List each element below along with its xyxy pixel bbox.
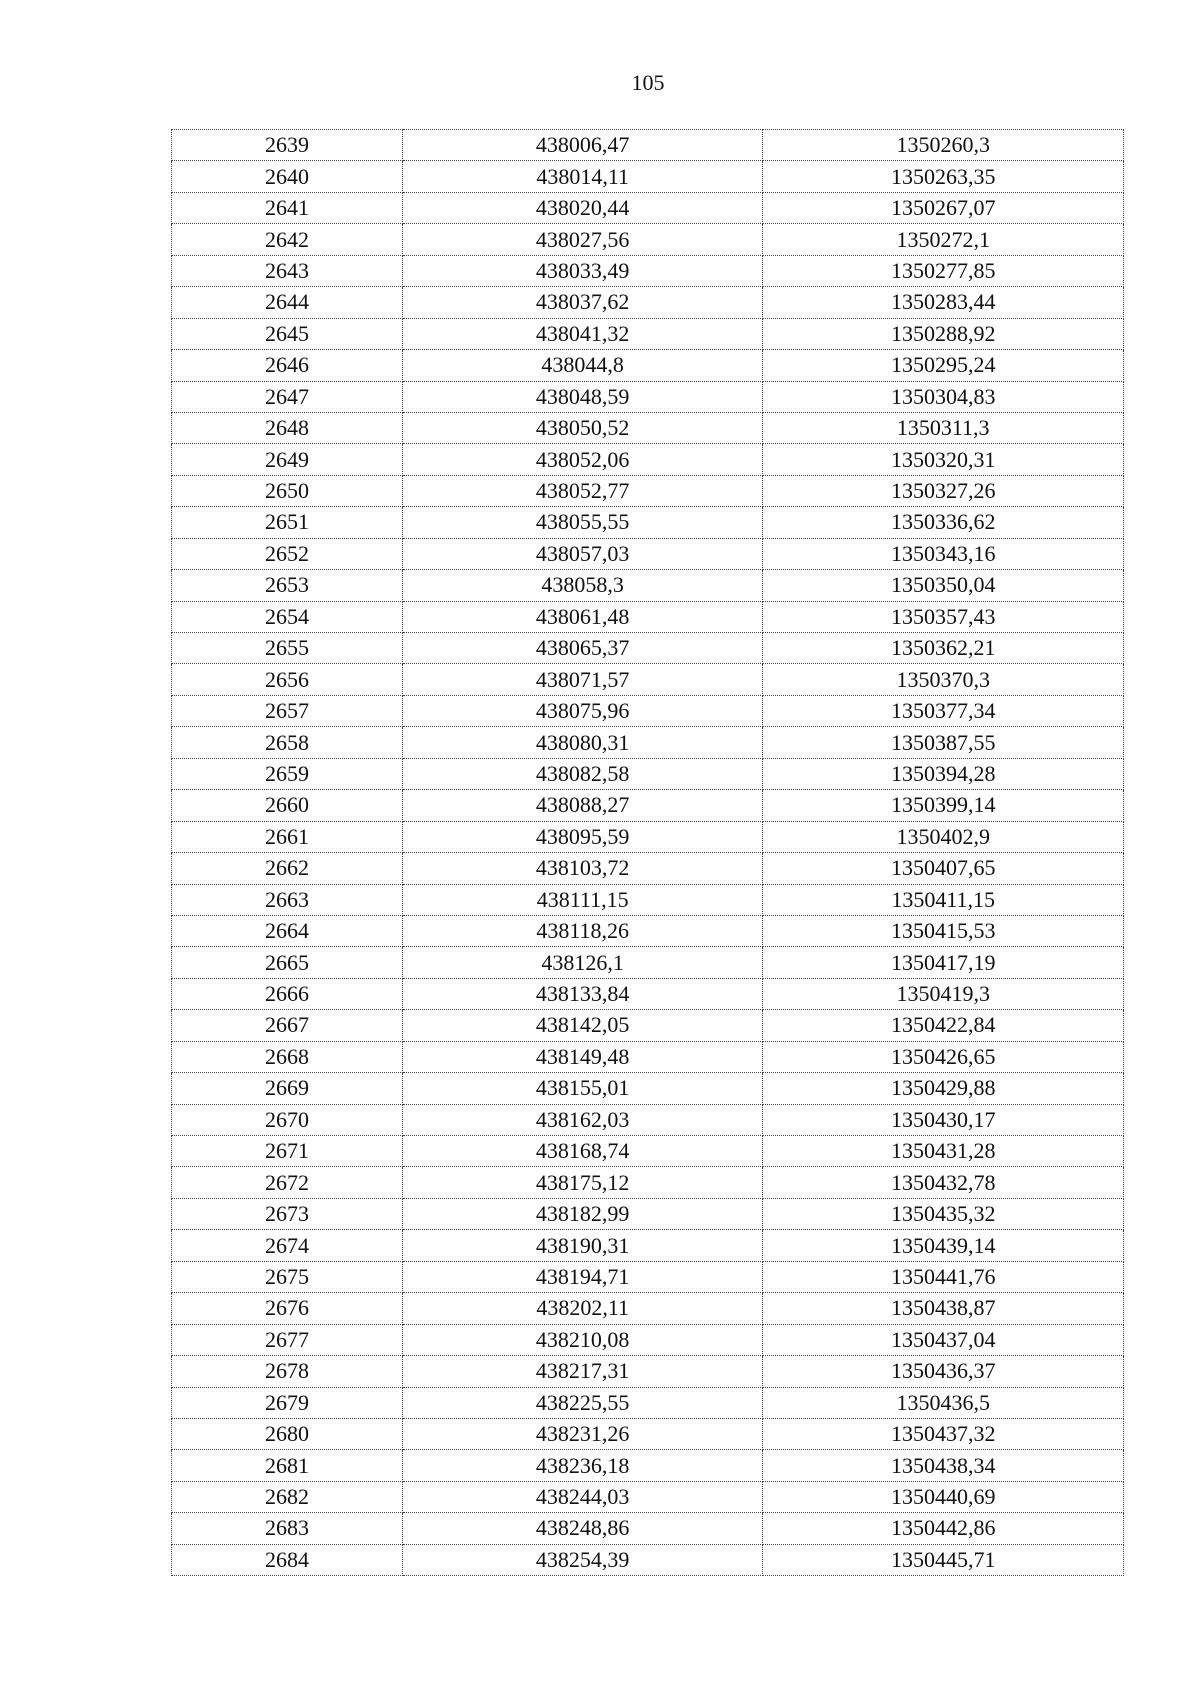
x-coordinate-cell: 438142,05 — [402, 1010, 762, 1041]
y-coordinate-cell: 1350438,34 — [763, 1450, 1124, 1481]
table-row — [172, 1230, 1124, 1261]
table-row — [172, 224, 1124, 255]
table-row — [172, 1387, 1124, 1418]
y-coordinate-cell: 1350419,3 — [763, 978, 1124, 1009]
point-number-cell: 2644 — [172, 287, 403, 318]
x-coordinate-cell: 438217,31 — [402, 1356, 762, 1387]
table-row — [172, 884, 1124, 915]
y-coordinate-cell: 1350422,84 — [763, 1010, 1124, 1041]
point-number-cell: 2640 — [172, 161, 403, 192]
table-row — [172, 1324, 1124, 1355]
point-number-cell: 2641 — [172, 192, 403, 223]
point-number-cell: 2647 — [172, 381, 403, 412]
y-coordinate-cell: 1350399,14 — [763, 790, 1124, 821]
table-row — [172, 287, 1124, 318]
table-row — [172, 412, 1124, 443]
x-coordinate-cell: 438202,11 — [402, 1293, 762, 1324]
table-row — [172, 1104, 1124, 1135]
point-number-cell: 2684 — [172, 1544, 403, 1575]
x-coordinate-cell: 438175,12 — [402, 1167, 762, 1198]
x-coordinate-cell: 438071,57 — [402, 664, 762, 695]
x-coordinate-cell: 438048,59 — [402, 381, 762, 412]
x-coordinate-cell: 438065,37 — [402, 633, 762, 664]
x-coordinate-cell: 438118,26 — [402, 915, 762, 946]
x-coordinate-cell: 438103,72 — [402, 853, 762, 884]
table-row — [172, 318, 1124, 349]
x-coordinate-cell: 438027,56 — [402, 224, 762, 255]
x-coordinate-cell: 438057,03 — [402, 538, 762, 569]
point-number-cell: 2681 — [172, 1450, 403, 1481]
x-coordinate-cell: 438225,55 — [402, 1387, 762, 1418]
y-coordinate-cell: 1350343,16 — [763, 538, 1124, 569]
x-coordinate-cell: 438133,84 — [402, 978, 762, 1009]
y-coordinate-cell: 1350311,3 — [763, 412, 1124, 443]
table-row — [172, 978, 1124, 1009]
y-coordinate-cell: 1350387,55 — [763, 727, 1124, 758]
x-coordinate-cell: 438052,77 — [402, 475, 762, 506]
table-row — [172, 350, 1124, 381]
y-coordinate-cell: 1350440,69 — [763, 1481, 1124, 1512]
point-number-cell: 2655 — [172, 633, 403, 664]
x-coordinate-cell: 438006,47 — [402, 130, 762, 161]
x-coordinate-cell: 438236,18 — [402, 1450, 762, 1481]
table-row — [172, 1136, 1124, 1167]
y-coordinate-cell: 1350436,37 — [763, 1356, 1124, 1387]
y-coordinate-cell: 1350430,17 — [763, 1104, 1124, 1135]
table-row — [172, 255, 1124, 286]
y-coordinate-cell: 1350288,92 — [763, 318, 1124, 349]
point-number-cell: 2670 — [172, 1104, 403, 1135]
x-coordinate-cell: 438058,3 — [402, 570, 762, 601]
point-number-cell: 2661 — [172, 821, 403, 852]
y-coordinate-cell: 1350436,5 — [763, 1387, 1124, 1418]
y-coordinate-cell: 1350411,15 — [763, 884, 1124, 915]
page-number: 105 — [631, 70, 665, 95]
y-coordinate-cell: 1350370,3 — [763, 664, 1124, 695]
x-coordinate-cell: 438037,62 — [402, 287, 762, 318]
table-row — [172, 695, 1124, 726]
y-coordinate-cell: 1350260,3 — [763, 130, 1124, 161]
table-row — [172, 915, 1124, 946]
x-coordinate-cell: 438126,1 — [402, 947, 762, 978]
y-coordinate-cell: 1350304,83 — [763, 381, 1124, 412]
y-coordinate-cell: 1350295,24 — [763, 350, 1124, 381]
x-coordinate-cell: 438044,8 — [402, 350, 762, 381]
point-number-cell: 2680 — [172, 1418, 403, 1449]
y-coordinate-cell: 1350439,14 — [763, 1230, 1124, 1261]
y-coordinate-cell: 1350394,28 — [763, 758, 1124, 789]
point-number-cell: 2683 — [172, 1513, 403, 1544]
x-coordinate-cell: 438254,39 — [402, 1544, 762, 1575]
point-number-cell: 2668 — [172, 1041, 403, 1072]
x-coordinate-cell: 438075,96 — [402, 695, 762, 726]
point-number-cell: 2659 — [172, 758, 403, 789]
y-coordinate-cell: 1350336,62 — [763, 507, 1124, 538]
table-row — [172, 1010, 1124, 1041]
point-number-cell: 2669 — [172, 1073, 403, 1104]
y-coordinate-cell: 1350267,07 — [763, 192, 1124, 223]
point-number-cell: 2664 — [172, 915, 403, 946]
y-coordinate-cell: 1350277,85 — [763, 255, 1124, 286]
x-coordinate-cell: 438155,01 — [402, 1073, 762, 1104]
point-number-cell: 2660 — [172, 790, 403, 821]
x-coordinate-cell: 438020,44 — [402, 192, 762, 223]
point-number-cell: 2666 — [172, 978, 403, 1009]
table-row — [172, 1450, 1124, 1481]
point-number-cell: 2677 — [172, 1324, 403, 1355]
table-row — [172, 570, 1124, 601]
table-row — [172, 853, 1124, 884]
x-coordinate-cell: 438162,03 — [402, 1104, 762, 1135]
point-number-cell: 2667 — [172, 1010, 403, 1041]
x-coordinate-cell: 438061,48 — [402, 601, 762, 632]
x-coordinate-cell: 438055,55 — [402, 507, 762, 538]
point-number-cell: 2653 — [172, 570, 403, 601]
point-number-cell: 2672 — [172, 1167, 403, 1198]
x-coordinate-cell: 438190,31 — [402, 1230, 762, 1261]
point-number-cell: 2671 — [172, 1136, 403, 1167]
x-coordinate-cell: 438149,48 — [402, 1041, 762, 1072]
x-coordinate-cell: 438041,32 — [402, 318, 762, 349]
x-coordinate-cell: 438210,08 — [402, 1324, 762, 1355]
table-row — [172, 1167, 1124, 1198]
table-row — [172, 507, 1124, 538]
y-coordinate-cell: 1350445,71 — [763, 1544, 1124, 1575]
x-coordinate-cell: 438194,71 — [402, 1261, 762, 1292]
table-row — [172, 192, 1124, 223]
x-coordinate-cell: 438052,06 — [402, 444, 762, 475]
table-row — [172, 821, 1124, 852]
table-row — [172, 1418, 1124, 1449]
x-coordinate-cell: 438014,11 — [402, 161, 762, 192]
table-row — [172, 1513, 1124, 1544]
table-row — [172, 130, 1124, 161]
point-number-cell: 2658 — [172, 727, 403, 758]
table-row — [172, 444, 1124, 475]
y-coordinate-cell: 1350442,86 — [763, 1513, 1124, 1544]
table-row — [172, 790, 1124, 821]
coordinates-table — [171, 129, 1124, 1576]
point-number-cell: 2663 — [172, 884, 403, 915]
table-row — [172, 1481, 1124, 1512]
x-coordinate-cell: 438182,99 — [402, 1198, 762, 1229]
point-number-cell: 2657 — [172, 695, 403, 726]
y-coordinate-cell: 1350437,32 — [763, 1418, 1124, 1449]
x-coordinate-cell: 438033,49 — [402, 255, 762, 286]
point-number-cell: 2656 — [172, 664, 403, 695]
point-number-cell: 2654 — [172, 601, 403, 632]
point-number-cell: 2648 — [172, 412, 403, 443]
y-coordinate-cell: 1350377,34 — [763, 695, 1124, 726]
point-number-cell: 2675 — [172, 1261, 403, 1292]
table-row — [172, 758, 1124, 789]
point-number-cell: 2651 — [172, 507, 403, 538]
y-coordinate-cell: 1350402,9 — [763, 821, 1124, 852]
point-number-cell: 2643 — [172, 255, 403, 286]
table-row — [172, 475, 1124, 506]
table-row — [172, 664, 1124, 695]
y-coordinate-cell: 1350415,53 — [763, 915, 1124, 946]
y-coordinate-cell: 1350438,87 — [763, 1293, 1124, 1324]
y-coordinate-cell: 1350437,04 — [763, 1324, 1124, 1355]
x-coordinate-cell: 438248,86 — [402, 1513, 762, 1544]
x-coordinate-cell: 438082,58 — [402, 758, 762, 789]
y-coordinate-cell: 1350327,26 — [763, 475, 1124, 506]
point-number-cell: 2665 — [172, 947, 403, 978]
point-number-cell: 2646 — [172, 350, 403, 381]
table-row — [172, 538, 1124, 569]
table-row — [172, 1356, 1124, 1387]
y-coordinate-cell: 1350283,44 — [763, 287, 1124, 318]
table-row — [172, 727, 1124, 758]
y-coordinate-cell: 1350350,04 — [763, 570, 1124, 601]
x-coordinate-cell: 438168,74 — [402, 1136, 762, 1167]
table-row — [172, 1544, 1124, 1575]
x-coordinate-cell: 438111,15 — [402, 884, 762, 915]
x-coordinate-cell: 438244,03 — [402, 1481, 762, 1512]
y-coordinate-cell: 1350441,76 — [763, 1261, 1124, 1292]
table-row — [172, 1073, 1124, 1104]
x-coordinate-cell: 438231,26 — [402, 1418, 762, 1449]
point-number-cell: 2673 — [172, 1198, 403, 1229]
table-row — [172, 161, 1124, 192]
table-row — [172, 1293, 1124, 1324]
point-number-cell: 2674 — [172, 1230, 403, 1261]
x-coordinate-cell: 438050,52 — [402, 412, 762, 443]
point-number-cell: 2649 — [172, 444, 403, 475]
point-number-cell: 2652 — [172, 538, 403, 569]
table-body — [172, 130, 1124, 1576]
x-coordinate-cell: 438080,31 — [402, 727, 762, 758]
y-coordinate-cell: 1350320,31 — [763, 444, 1124, 475]
y-coordinate-cell: 1350431,28 — [763, 1136, 1124, 1167]
y-coordinate-cell: 1350407,65 — [763, 853, 1124, 884]
y-coordinate-cell: 1350426,65 — [763, 1041, 1124, 1072]
table-row — [172, 1041, 1124, 1072]
point-number-cell: 2678 — [172, 1356, 403, 1387]
y-coordinate-cell: 1350417,19 — [763, 947, 1124, 978]
point-number-cell: 2639 — [172, 130, 403, 161]
point-number-cell: 2642 — [172, 224, 403, 255]
table-row — [172, 947, 1124, 978]
y-coordinate-cell: 1350272,1 — [763, 224, 1124, 255]
table-row — [172, 1198, 1124, 1229]
point-number-cell: 2676 — [172, 1293, 403, 1324]
table-row — [172, 381, 1124, 412]
point-number-cell: 2645 — [172, 318, 403, 349]
y-coordinate-cell: 1350435,32 — [763, 1198, 1124, 1229]
point-number-cell: 2650 — [172, 475, 403, 506]
y-coordinate-cell: 1350432,78 — [763, 1167, 1124, 1198]
y-coordinate-cell: 1350429,88 — [763, 1073, 1124, 1104]
y-coordinate-cell: 1350263,35 — [763, 161, 1124, 192]
table-row — [172, 601, 1124, 632]
x-coordinate-cell: 438088,27 — [402, 790, 762, 821]
point-number-cell: 2662 — [172, 853, 403, 884]
table-row — [172, 633, 1124, 664]
point-number-cell: 2682 — [172, 1481, 403, 1512]
point-number-cell: 2679 — [172, 1387, 403, 1418]
y-coordinate-cell: 1350362,21 — [763, 633, 1124, 664]
x-coordinate-cell: 438095,59 — [402, 821, 762, 852]
y-coordinate-cell: 1350357,43 — [763, 601, 1124, 632]
table-row — [172, 1261, 1124, 1292]
